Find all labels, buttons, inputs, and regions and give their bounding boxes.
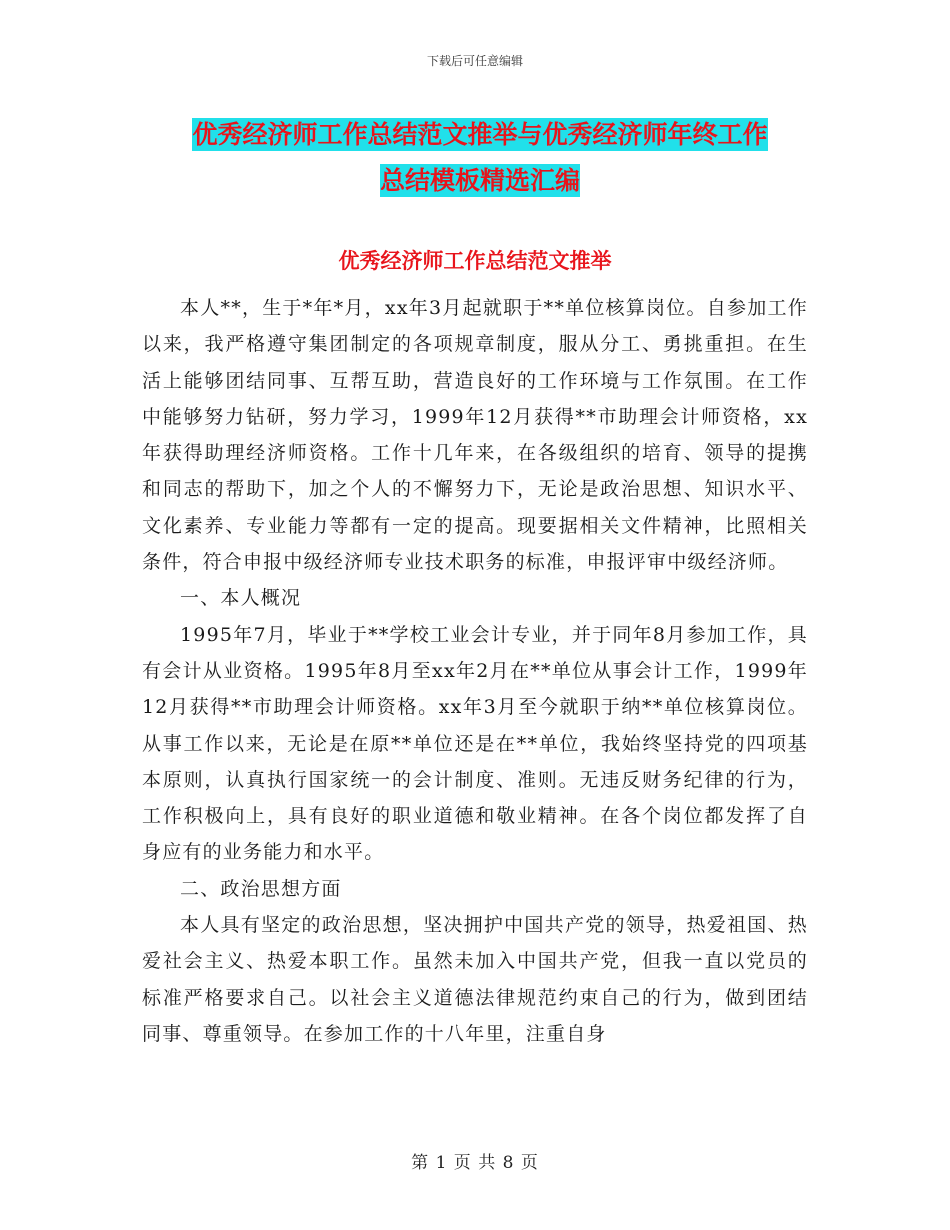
paragraph-intro: 本人**，生于*年*月，xx年3月起就职于**单位核算岗位。自参加工作以来，我严格遵守集团制定的各项规章制度，服从分工、勇挑重担。在生活上能够团结同事、互帮互助，营造良好的工作环境与工作氛围。在工作中能够努力钻研，努力学习，1999年12月获得**市助理会计师资格，xx年获得助理经济师资格。工作十几年来，在各级组织的培育、领导的提携和同志的帮助下，加之个人的不懈努力下，无论是政治思想、知识水平、文化素养、专业能力等都有一定的提高。现要据相关文件精神，比照相关条件，符合申报中级经济师专业技术职务的标准，申报评审中级经济师。 [142,297,808,574]
page-header-note: 下载后可任意编辑 [426,54,523,68]
paragraph-political-thought: 本人具有坚定的政治思想，坚决拥护中国共产党的领导，热爱祖国、热爱社会主义、热爱本职工作。虽然未加入中国共产党，但我一直以党员的标准严格要求自己。以社会主义道德法律规范约束自己的行为，做到团结同事、尊重领导。在参加工作的十八年里，注重自身 [142,914,808,1045]
document-body [142,290,808,1052]
heading-political-thought: 二、政治思想方面 [180,877,342,900]
section-title: 优秀经济师工作总结范文推举 [338,249,612,273]
paragraph-personal-overview: 1995年7月，毕业于**学校工业会计专业，并于同年8月参加工作，具有会计从业资格。1995年8月至xx年2月在**单位从事会计工作，1999年12月获得**市助理会计师资格。xx年3月至今就职于纳**单位核算岗位。从事工作以来，无论是在原**单位还是在**单位，我始终坚持党的四项基本原则，认真执行国家统一的会计制度、准则。无违反财务纪律的行为，工作积极向上，具有良好的职业道德和敬业精神。在各个岗位都发挥了自身应有的业务能力和水平。 [142,623,808,864]
page-number: 第 1 页 共 8 页 [411,1153,539,1173]
document-title-line-2: 总结模板精选汇编 [379,166,580,195]
document-title [140,112,820,204]
heading-personal-overview: 一、本人概况 [180,587,302,610]
document-title-line-1: 优秀经济师工作总结范文推举与优秀经济师年终工作 [192,120,768,149]
